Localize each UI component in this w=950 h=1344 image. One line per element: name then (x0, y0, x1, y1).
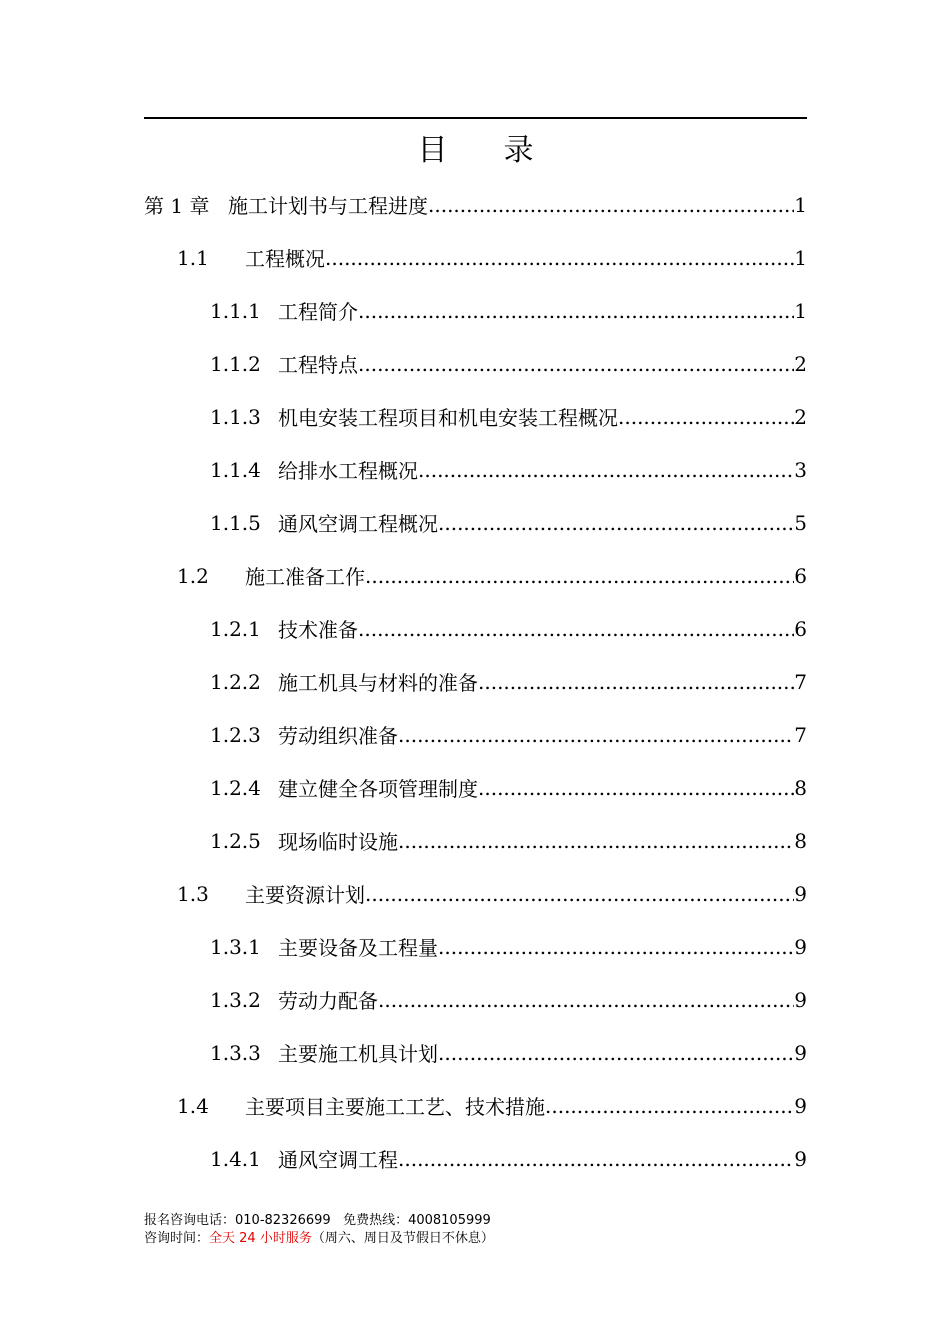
toc-page: 6 (794, 616, 807, 641)
footer-hours-line (144, 1230, 494, 1248)
toc-text: 施工计划书与工程进度 (228, 194, 428, 218)
toc-leader (378, 988, 794, 1012)
toc-entry[interactable] (144, 496, 807, 549)
toc-number: 1.2 (177, 563, 209, 588)
toc-number: 1.1.1 (210, 298, 261, 323)
toc-page: 7 (794, 722, 807, 747)
toc-page: 1 (794, 298, 807, 323)
toc-number: 1.1 (177, 245, 209, 270)
toc-entry[interactable] (144, 655, 807, 708)
toc-entry[interactable] (144, 867, 807, 920)
toc-text: 施工准备工作 (245, 565, 365, 589)
toc-number: 1.1.5 (210, 510, 261, 535)
toc-number: 1.2.1 (210, 616, 261, 641)
toc-text: 主要设备及工程量 (278, 936, 438, 960)
toc-text: 施工机具与材料的准备 (278, 671, 478, 695)
toc-page: 1 (794, 245, 807, 270)
toc-page: 9 (794, 987, 807, 1012)
toc-leader (618, 405, 794, 429)
toc-leader (398, 1147, 794, 1171)
toc-entry[interactable] (144, 231, 807, 284)
toc-leader (358, 299, 794, 323)
page-title (144, 128, 807, 174)
toc-text: 主要资源计划 (245, 883, 365, 907)
title-char-1: 目 (417, 133, 448, 168)
toc-leader (365, 882, 794, 906)
toc-entry[interactable] (144, 284, 807, 337)
toc-number: 1.1.4 (210, 457, 261, 482)
toc-leader (438, 511, 794, 535)
toc-text: 工程特点 (278, 353, 358, 377)
toc-leader (545, 1094, 794, 1118)
table-of-contents (144, 178, 807, 1185)
toc-entry[interactable] (144, 761, 807, 814)
toc-page: 3 (794, 457, 807, 482)
toc-leader (428, 193, 794, 217)
toc-page: 7 (794, 669, 807, 694)
toc-leader (325, 246, 794, 270)
footer-hours-note: （周六、周日及节假日不休息） (311, 1231, 494, 1246)
toc-text: 技术准备 (278, 618, 358, 642)
toc-entry[interactable] (144, 602, 807, 655)
toc-leader (478, 776, 794, 800)
toc-entry[interactable] (144, 1132, 807, 1185)
toc-entry[interactable] (144, 178, 807, 231)
toc-text: 工程简介 (278, 300, 358, 324)
toc-entry[interactable] (144, 708, 807, 761)
toc-number: 1.3.3 (210, 1040, 261, 1065)
toc-entry[interactable] (144, 549, 807, 602)
toc-leader (438, 1041, 794, 1065)
toc-text: 给排水工程概况 (278, 459, 418, 483)
toc-page: 9 (794, 881, 807, 906)
toc-entry[interactable] (144, 973, 807, 1026)
page-footer (144, 1212, 494, 1248)
footer-phone: 报名咨询电话：010-82326699 (144, 1213, 344, 1228)
toc-page: 9 (794, 1040, 807, 1065)
footer-hours-highlight: 全天 24 小时服务 (209, 1231, 312, 1246)
toc-leader (418, 458, 794, 482)
toc-leader (358, 352, 794, 376)
title-char-2: 录 (503, 133, 534, 168)
footer-contact-line (144, 1212, 494, 1230)
toc-page: 8 (794, 775, 807, 800)
toc-number: 1.2.3 (210, 722, 261, 747)
toc-page: 1 (794, 192, 807, 217)
toc-text: 劳动力配备 (278, 989, 378, 1013)
toc-entry[interactable] (144, 1079, 807, 1132)
toc-number: 1.2.5 (210, 828, 261, 853)
toc-entry[interactable] (144, 920, 807, 973)
toc-number: 1.1.3 (210, 404, 261, 429)
footer-hours-label: 咨询时间： (144, 1231, 210, 1246)
toc-text: 通风空调工程 (278, 1148, 398, 1172)
toc-number: 1.4 (177, 1093, 209, 1118)
toc-number: 1.2.4 (210, 775, 261, 800)
toc-number: 1.4.1 (210, 1146, 261, 1171)
toc-entry[interactable] (144, 337, 807, 390)
toc-number: 1.3.2 (210, 987, 261, 1012)
toc-leader (365, 564, 794, 588)
toc-page: 5 (794, 510, 807, 535)
footer-hotline: 免费热线：4008105999 (343, 1213, 491, 1228)
toc-page: 2 (794, 404, 807, 429)
toc-page: 9 (794, 1093, 807, 1118)
toc-leader (398, 829, 794, 853)
toc-number: 1.2.2 (210, 669, 261, 694)
toc-text: 通风空调工程概况 (278, 512, 438, 536)
toc-page: 8 (794, 828, 807, 853)
toc-number: 1.3 (177, 881, 209, 906)
toc-text: 建立健全各项管理制度 (278, 777, 478, 801)
toc-number: 第 1 章 (144, 194, 210, 218)
toc-leader (478, 670, 794, 694)
toc-leader (438, 935, 794, 959)
toc-entry[interactable] (144, 443, 807, 496)
toc-text: 现场临时设施 (278, 830, 398, 854)
toc-number: 1.3.1 (210, 934, 261, 959)
toc-page: 6 (794, 563, 807, 588)
toc-leader (358, 617, 794, 641)
toc-page: 9 (794, 1146, 807, 1171)
toc-text: 主要项目主要施工工艺、技术措施 (245, 1095, 545, 1119)
toc-leader (398, 723, 794, 747)
toc-page: 9 (794, 934, 807, 959)
toc-entry[interactable] (144, 1026, 807, 1079)
toc-entry[interactable] (144, 814, 807, 867)
toc-page: 2 (794, 351, 807, 376)
toc-text: 劳动组织准备 (278, 724, 398, 748)
toc-number: 1.1.2 (210, 351, 261, 376)
toc-text: 机电安装工程项目和机电安装工程概况 (278, 406, 618, 430)
toc-entry[interactable] (144, 390, 807, 443)
toc-text: 主要施工机具计划 (278, 1042, 438, 1066)
toc-text: 工程概况 (245, 247, 325, 271)
header-rule (144, 117, 807, 119)
